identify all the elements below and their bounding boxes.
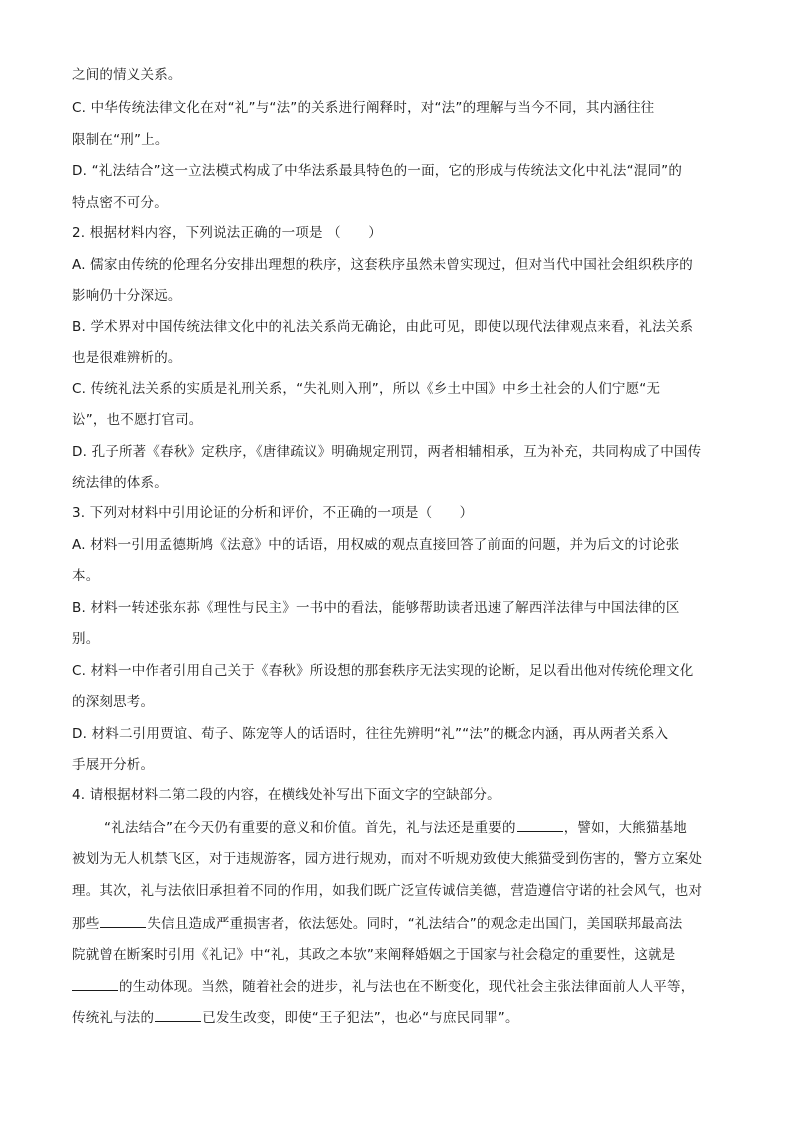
passage-text: 的生动体现。当然，随着社会的进步，礼与法也在不断变化，现代社会主张法律面前人人平等，: [119, 979, 695, 995]
fill-blank-4[interactable]: [155, 1008, 201, 1022]
q4-passage-line7: [72, 1008, 519, 1027]
q1-option-c-line2: 限制在“刑”上。: [72, 132, 169, 148]
q3-option-d-line2: 手展开分析。: [72, 757, 155, 773]
passage-text: 失信且造成严重损害者，依法惩处。同时，“礼法结合”的观念走出国门，美国联邦最高法: [147, 916, 683, 932]
q3-option-b-line2: 别。: [72, 631, 100, 647]
fill-blank-2[interactable]: [100, 914, 146, 928]
q2-option-c-line2: 讼”，也不愿打官司。: [72, 412, 203, 428]
passage-text: ，譬如，大熊猫基地: [563, 820, 687, 836]
q2-option-a-line2: 影响仍十分深远。: [72, 288, 182, 304]
fill-blank-3[interactable]: [72, 977, 118, 991]
q4-passage-line4: [72, 914, 682, 933]
q1-tail: 之间的情义关系。: [72, 67, 182, 83]
q4-stem: 4. 请根据材料二第二段的内容，在横线处补写出下面文字的空缺部分。: [72, 787, 501, 803]
q2-option-d-line2: 统法律的体系。: [72, 475, 168, 491]
q4-passage-line2: 被划为无人机禁飞区，对于违规游客，园方进行规劝，而对不听规劝致使大熊猫受到伤害的，警方立案处: [72, 851, 703, 867]
q3-option-d-line1: D. 材料二引用贾谊、荀子、陈宠等人的话语时，往往先辨明“礼”“法”的概念内涵，再从两者关系入: [72, 726, 669, 742]
q4-passage-line5: 院就曾在断案时引用《礼记》中“礼，其政之本欤”来阐释婚姻之于国家与社会稳定的重要性，这就是: [72, 947, 676, 963]
passage-text: 已发生改变，即使“王子犯法”，也必“与庶民同罪”。: [202, 1010, 519, 1026]
passage-text: 那些: [72, 916, 100, 932]
q1-option-c-line1: C. 中华传统法律文化在对“礼”与“法”的关系进行阐释时，对“法”的理解与当今不同，其内涵往往: [72, 100, 655, 116]
q3-option-a-line1: A. 材料一引用孟德斯鸠《法意》中的话语，用权威的观点直接回答了前面的问题，并为后文的讨论张: [72, 537, 680, 553]
q3-option-c-line1: C. 材料一中作者引用自己关于《春秋》所设想的那套秩序无法实现的论断，足以看出他对传统伦理文化: [72, 663, 694, 679]
passage-text: “礼法结合”在今天仍有重要的意义和价值。首先，礼与法还是重要的: [104, 820, 516, 836]
q3-option-b-line1: B. 材料一转述张东荪《理性与民主》一书中的看法，能够帮助读者迅速了解西洋法律与中国法律的区: [72, 600, 680, 616]
passage-text: 传统礼与法的: [72, 1010, 155, 1026]
q2-option-b-line2: 也是很难辨析的。: [72, 350, 182, 366]
q3-option-a-line2: 本。: [72, 568, 100, 584]
q2-option-c-line1: C. 传统礼法关系的实质是礼刑关系，“失礼则入刑”，所以《乡土中国》中乡土社会的人们宁愿“无: [72, 381, 661, 397]
q4-passage-line3: 理。其次，礼与法依旧承担着不同的作用，如我们既广泛宣传诚信美德，营造遵信守诺的社会风气，也对: [72, 883, 703, 899]
q2-option-b-line1: B. 学术界对中国传统法律文化中的礼法关系尚无确论，由此可见，即使以现代法律观点来看，礼法关系: [72, 319, 694, 335]
q2-stem: 2. 根据材料内容，下列说法正确的一项是 （ ）: [72, 225, 382, 241]
q2-option-a-line1: A. 儒家由传统的伦理名分安排出理想的秩序，这套秩序虽然未曾实现过，但对当代中国社会组织秩序的: [72, 257, 693, 273]
q4-passage-line6: [72, 977, 694, 996]
q2-option-d-line1: D. 孔子所著《春秋》定秩序，《唐律疏议》明确规定刑罚，两者相辅相承，互为补充，共同构成了中国传: [72, 444, 702, 460]
q1-option-d-line2: 特点密不可分。: [72, 195, 168, 211]
fill-blank-1[interactable]: [517, 818, 563, 832]
q3-option-c-line2: 的深刻思考。: [72, 694, 155, 710]
q4-passage-line1: [104, 818, 687, 837]
q3-stem: 3. 下列对材料中引用论证的分析和评价，不正确的一项是（ ）: [72, 505, 474, 521]
q1-option-d-line1: D. “礼法结合”这一立法模式构成了中华法系最具特色的一面，它的形成与传统法文化中礼法“混同”的: [72, 163, 683, 179]
